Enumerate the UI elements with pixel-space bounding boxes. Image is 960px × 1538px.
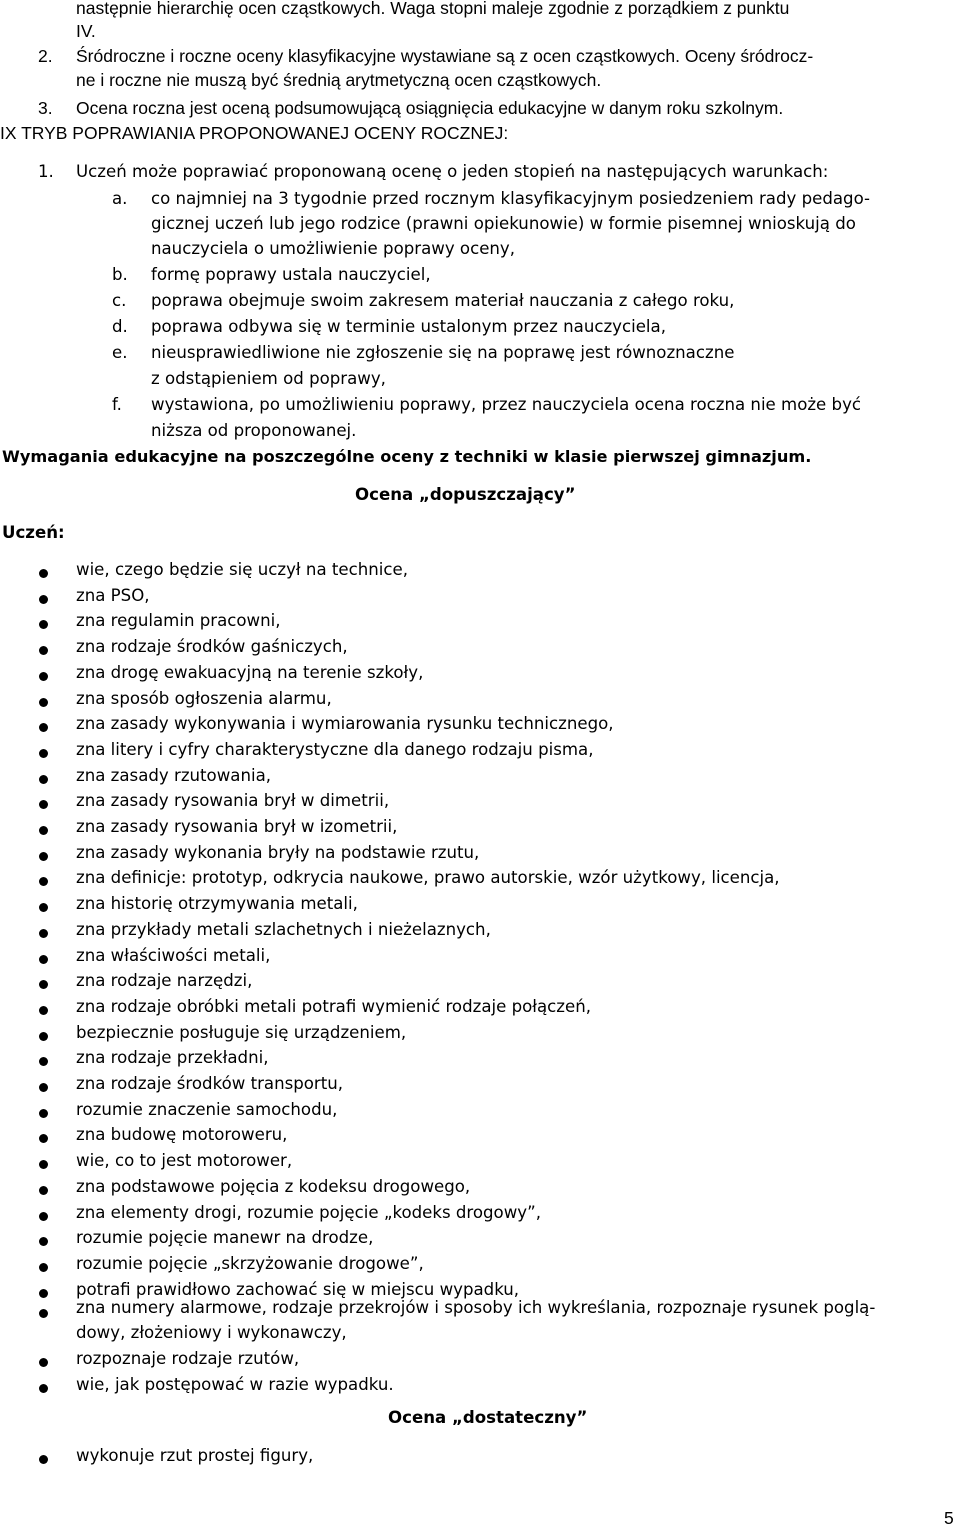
bullet-dot: [39, 749, 48, 758]
condition-c-letter: c.: [112, 291, 127, 310]
bullet-dot: [39, 1455, 48, 1464]
list-item-text: zna przykłady metali szlachetnych i nieżelaznych,: [76, 919, 491, 939]
bullet-dot: [39, 1134, 48, 1143]
list-item-text: zna właściwości metali,: [76, 945, 271, 965]
list-item-text: zna zasady rysowania brył w dimetrii,: [76, 791, 390, 811]
list-item-text: zna rodzaje obróbki metali potrafi wymienić rodzaje połączeń,: [76, 996, 591, 1016]
bullet-dot: [39, 723, 48, 732]
intro-line-1: następnie hierarchię ocen cząstkowych. Waga stopni maleje zgodnie z porządkiem z punktu: [76, 0, 790, 18]
condition-d: poprawa odbywa się w terminie ustalonym przez nauczyciela,: [151, 317, 666, 336]
list-item-text: zna regulamin pracowni,: [76, 611, 281, 631]
page-number: 5: [944, 1508, 954, 1528]
bullet-dot: [39, 800, 48, 809]
list-item-text: zna drogę ewakuacyjną na terenie szkoły,: [76, 662, 424, 682]
bullet-dot: [39, 826, 48, 835]
bullet-dot: [39, 980, 48, 989]
list-item-text: wie, co to jest motorower,: [76, 1151, 293, 1171]
bullet-dot: [39, 903, 48, 912]
list-item-text: wie, czego będzie się uczył na technice,: [76, 560, 408, 579]
intro-item-3-number: 3.: [38, 98, 53, 118]
bullet-dot: [39, 1032, 48, 1041]
bullet-dot: [39, 1083, 48, 1092]
condition-e-line-2: z odstąpieniem od poprawy,: [151, 369, 386, 388]
bullet-dot: [39, 1358, 48, 1367]
student-label: Uczeń:: [2, 523, 65, 542]
bullet-dot: [39, 595, 48, 604]
condition-d-letter: d.: [112, 317, 128, 336]
bullet-dot: [39, 672, 48, 681]
condition-c: poprawa obejmuje swoim zakresem materiał nauczania z całego roku,: [151, 291, 735, 310]
list-item-text: zna PSO,: [76, 585, 150, 605]
bullet-dot: [39, 1006, 48, 1015]
list-item-text: wykonuje rzut prostej figury,: [76, 1446, 314, 1465]
list-item-text: zna zasady rysowania brył w izometrii,: [76, 817, 398, 836]
list-item-text: zna rodzaje przekładni,: [76, 1048, 269, 1068]
bullet-dot: [39, 1160, 48, 1169]
tryb-point-1-number: 1.: [38, 162, 54, 181]
list-item-text: zna zasady wykonywania i wymiarowania rysunku technicznego,: [76, 714, 614, 734]
intro-item-3: Ocena roczna jest oceną podsumowującą osiągnięcia edukacyjne w danym roku szkolnym.: [76, 98, 784, 118]
condition-f-letter: f.: [112, 395, 122, 414]
bullet-dot: [39, 1237, 48, 1246]
bullet-dot: [39, 1057, 48, 1066]
intro-line-2: IV.: [76, 21, 96, 41]
list-item-text: rozpoznaje rodzaje rzutów,: [76, 1349, 300, 1368]
bullet-dot: [39, 1384, 48, 1393]
bullet-dot: [39, 698, 48, 707]
list-item-text: zna podstawowe pojęcia z kodeksu drogowego,: [76, 1176, 471, 1196]
list-item-text: zna rodzaje środków gaśniczych,: [76, 637, 348, 657]
list-item-long-line-1: zna numery alarmowe, rodzaje przekrojów i sposoby ich wykreślania, rozpoznaje rysunek poglą-: [76, 1298, 876, 1317]
list-item-text: zna definicje: prototyp, odkrycia naukowe, prawo autorskie, wzór użytkowy, licencja,: [76, 868, 780, 888]
list-item-text: potrafi prawidłowo zachować się w miejscu wypadku,: [76, 1279, 520, 1299]
condition-a-letter: a.: [112, 189, 128, 208]
grade-heading-dopuszczajacy: Ocena „dopuszczający”: [355, 485, 576, 504]
intro-item-2-number: 2.: [38, 46, 53, 66]
requirements-heading: Wymagania edukacyjne na poszczególne oceny z techniki w klasie pierwszej gimnazjum.: [2, 447, 812, 466]
list-item-text: zna zasady wykonania bryły na podstawie rzutu,: [76, 842, 480, 862]
condition-a-line-1: co najmniej na 3 tygodnie przed rocznym klasyfikacyjnym posiedzeniem rady pedago-: [151, 189, 871, 208]
list-item-text: zna zasady rzutowania,: [76, 765, 272, 785]
bullet-dot: [39, 955, 48, 964]
bullet-dot: [39, 1309, 48, 1318]
bullet-dot: [39, 646, 48, 655]
condition-f-line-2: niższa od proponowanej.: [151, 421, 357, 440]
list-item-text: zna litery i cyfry charakterystyczne dla danego rodzaju pisma,: [76, 739, 594, 759]
list-item-text: zna sposób ogłoszenia alarmu,: [76, 688, 332, 708]
section-heading: IX TRYB POPRAWIANIA PROPONOWANEJ OCENY ROCZNEJ:: [0, 123, 509, 143]
condition-e-line-1: nieusprawiedliwione nie zgłoszenie się na poprawę jest równoznaczne: [151, 343, 735, 362]
intro-item-2-line-1: Śródroczne i roczne oceny klasyfikacyjne wystawiane są z ocen cząstkowych. Oceny śródrocz-: [76, 46, 814, 66]
tryb-point-1: Uczeń może poprawiać proponowaną ocenę o jeden stopień na następujących warunkach:: [76, 162, 829, 181]
list-item-text: zna budowę motoroweru,: [76, 1125, 288, 1145]
bullet-dot: [39, 852, 48, 861]
list-item-text: rozumie pojęcie manewr na drodze,: [76, 1228, 374, 1248]
condition-b: formę poprawy ustala nauczyciel,: [151, 265, 431, 284]
condition-b-letter: b.: [112, 265, 128, 284]
list-item-text: bezpiecznie posługuje się urządzeniem,: [76, 1022, 407, 1042]
bullet-dot: [39, 1186, 48, 1195]
bullet-dot: [39, 1212, 48, 1221]
list-item-text: zna elementy drogi, rozumie pojęcie „kodeks drogowy”,: [76, 1202, 541, 1222]
list-item-text: rozumie pojęcie „skrzyżowanie drogowe”,: [76, 1253, 424, 1273]
bullet-dot: [39, 877, 48, 886]
list-item-text: zna rodzaje narzędzi,: [76, 971, 253, 991]
list-item-text: zna historię otrzymywania metali,: [76, 894, 358, 914]
condition-f-line-1: wystawiona, po umożliwieniu poprawy, przez nauczyciela ocena roczna nie może być: [151, 395, 862, 414]
bullet-dot: [39, 620, 48, 629]
bullet-dot: [39, 1263, 48, 1272]
list-item-text: wie, jak postępować w razie wypadku.: [76, 1374, 394, 1394]
condition-a-line-3: nauczyciela o umożliwienie poprawy oceny,: [151, 239, 516, 258]
list-item-text: zna rodzaje środków transportu,: [76, 1074, 344, 1093]
condition-e-letter: e.: [112, 343, 128, 362]
bullet-dot: [39, 1109, 48, 1118]
list-item-text: rozumie znaczenie samochodu,: [76, 1099, 338, 1119]
bullet-dot: [39, 1289, 48, 1298]
bullet-dot: [39, 775, 48, 784]
bullet-dot: [39, 569, 48, 578]
condition-a-line-2: gicznej uczeń lub jego rodzice (prawni opiekunowie) w formie pisemnej wnioskują do: [151, 214, 856, 233]
grade-heading-dostateczny: Ocena „dostateczny”: [388, 1408, 588, 1427]
bullet-dot: [39, 929, 48, 938]
intro-item-2-line-2: ne i roczne nie muszą być średnią arytmetyczną ocen cząstkowych.: [76, 70, 602, 90]
list-item-long-line-2: dowy, złożeniowy i wykonawczy,: [76, 1323, 347, 1342]
